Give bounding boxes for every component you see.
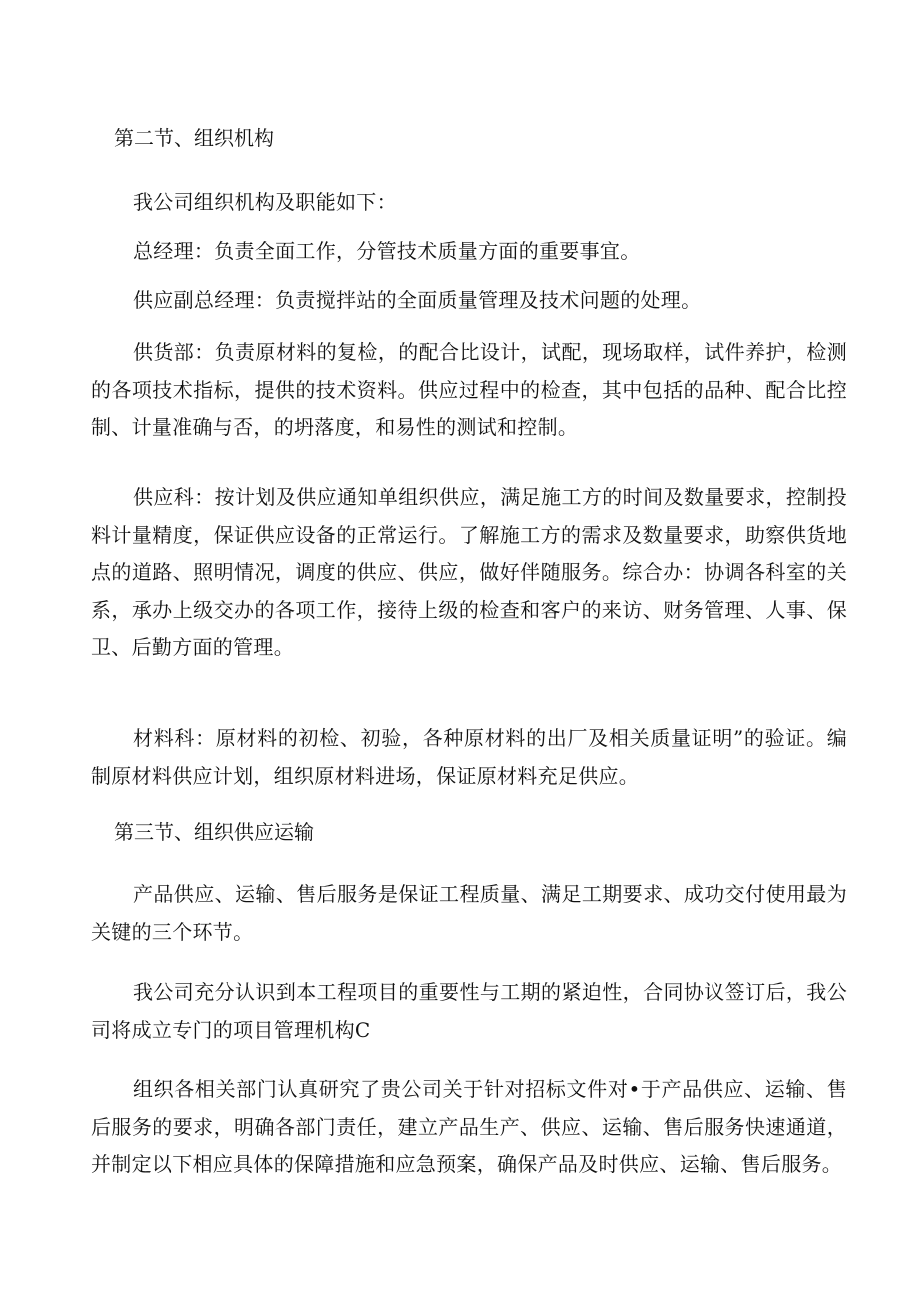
supply-department-paragraph: 供货部：负责原材料的复检，的配合比设计，试配，现场取样，试件养护，检测的各项技术指标，提供的技术资料。供应过程中的检查，其中包括的品种、配合比控制、计量准确与否，的坍落度，和易性的测试和控制。	[91, 340, 847, 439]
deputy-manager-paragraph: 供应副总经理：负责搅拌站的全面质量管理及技术问题的处理。	[133, 288, 702, 312]
section-3-heading: 第三节、组织供应运输	[114, 820, 314, 844]
awareness-paragraph: 我公司充分认识到本工程项目的重要性与工期的紧迫性，合同协议签订后，我公司将成立专门的项目管理机构C	[91, 980, 847, 1042]
transport-intro-paragraph: 产品供应、运输、售后服务是保证工程质量、满足工期要求、成功交付使用最为关键的三个环节。	[91, 882, 847, 944]
organization-paragraph: 组织各相关部门认真研究了贵公司关于针对招标文件对•于产品供应、运输、售后服务的要求，明确各部门责任，建立产品生产、供应、运输、售后服务快速通道，并制定以下相应具体的保障措施和应急预案，确保产品及时供应、运输、售后服务。	[91, 1077, 847, 1176]
general-manager-paragraph: 总经理：负责全面工作，分管技术质量方面的重要事宜。	[133, 239, 641, 263]
materials-section-paragraph: 材料科：原材料的初检、初验，各种原材料的出厂及相关质量证明”的验证。编制原材料供应计划，组织原材料进场，保证原材料充足供应。	[91, 726, 847, 788]
supply-section-paragraph: 供应科：按计划及供应通知单组织供应，满足施工方的时间及数量要求，控制投料计量精度，保证供应设备的正常运行。了解施工方的需求及数量要求，助察供货地点的道路、照明情况，调度的供应、供应，做好伴随服务。综合办：协调各科室的关系，承办上级交办的各项工作，接待上级的检查和客户的来访、财务管理、人事、保卫、后勤方面的管理。	[91, 485, 847, 659]
org-intro-paragraph: 我公司组织机构及职能如下：	[133, 190, 397, 214]
section-2-heading: 第二节、组织机构	[114, 126, 274, 150]
